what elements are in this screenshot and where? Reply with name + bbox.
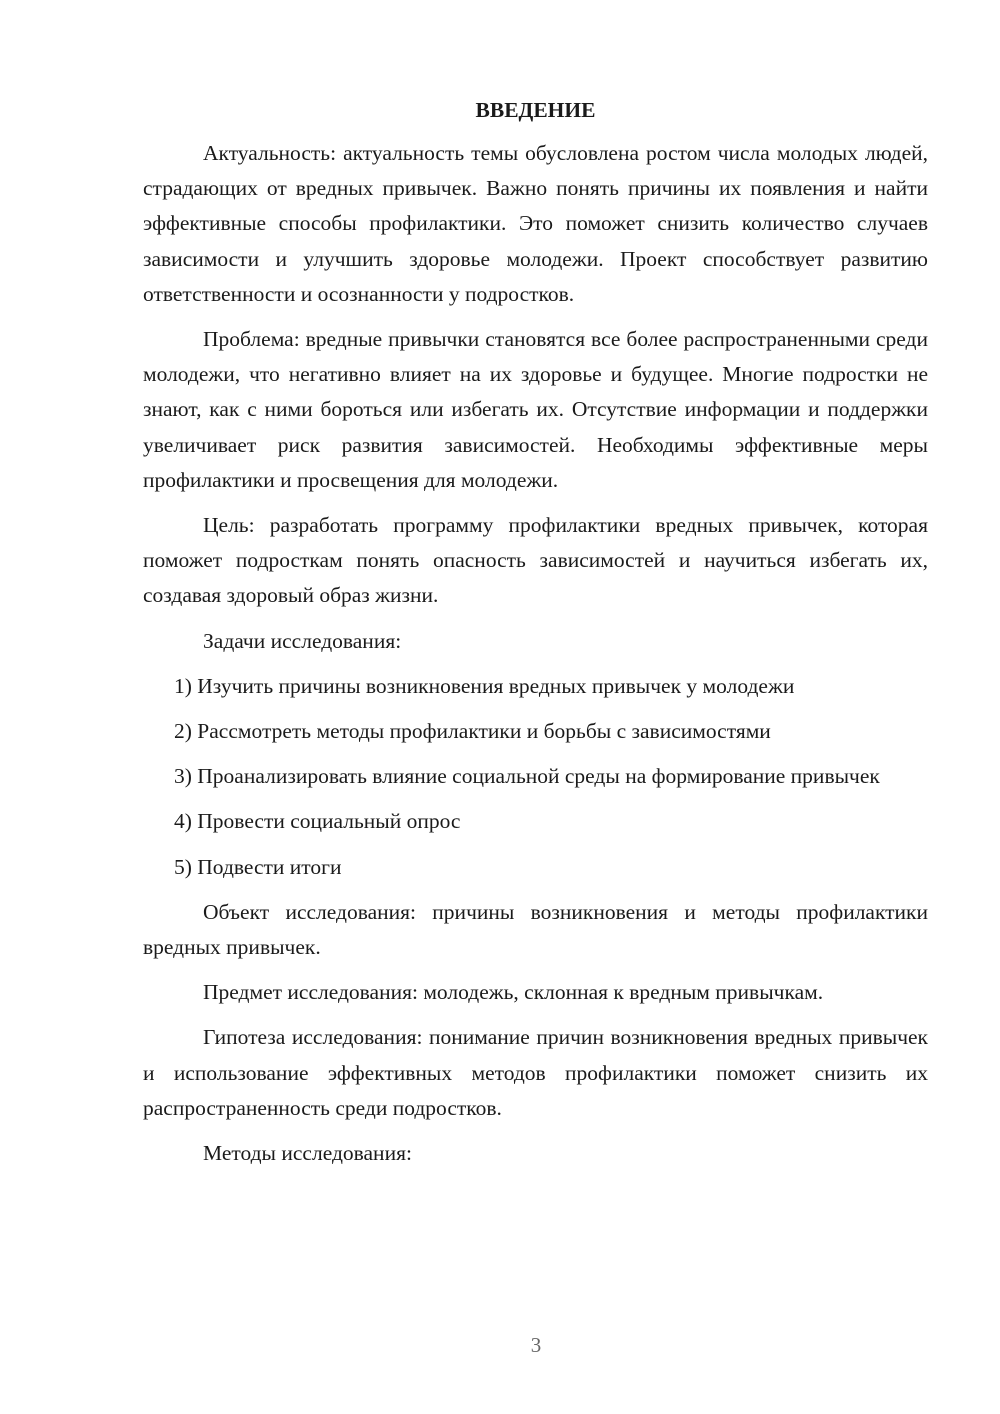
section-heading: ВВЕДЕНИЕ: [475, 98, 596, 122]
object-paragraph: Объект исследования: причины возникновения и методы профилактики вредных привычек.: [143, 899, 928, 960]
methods-title: Методы исследования:: [203, 1141, 412, 1166]
document-page: [143, 92, 928, 1181]
task-item-2: 2) Рассмотреть методы профилактики и борьбы с зависимостями: [174, 719, 771, 744]
hypothesis-paragraph: Гипотеза исследования: понимание причин возникновения вредных привычек и использование эффективных методов профилактики поможет снизить их распространенность среди подростков.: [143, 1025, 928, 1120]
problem-paragraph: Проблема: вредные привычки становятся все более распространенными среди молодежи, что негативно влияет на их здоровье и будущее. Многие подростки не знают, как с ними бороться или избегать их. Отсутствие информации и поддержки увеличивает риск развития зависимостей. Необходимы эффективные меры профилактики и просвещения для молодежи.: [143, 327, 928, 492]
goal-paragraph: Цель: разработать программу профилактики вредных привычек, которая поможет подросткам понять опасность зависимостей и научиться избегать их, создавая здоровый образ жизни.: [143, 513, 928, 608]
task-item-3: 3) Проанализировать влияние социальной среды на формирование привычек: [174, 764, 880, 789]
tasks-title: Задачи исследования:: [203, 628, 402, 653]
task-item-4: 4) Провести социальный опрос: [174, 809, 461, 834]
task-item-1: 1) Изучить причины возникновения вредных привычек у молодежи: [174, 673, 795, 698]
page-number: 3: [530, 1333, 542, 1357]
task-item-5: 5) Подвести итоги: [174, 854, 342, 879]
relevance-paragraph: Актуальность: актуальность темы обусловлена ростом числа молодых людей, страдающих от вредных привычек. Важно понять причины их появления и найти эффективные способы профилактики. Это поможет снизить количество случаев зависимости и улучшить здоровье молодежи. Проект способствует развитию ответственности и осознанности у подростков.: [143, 141, 928, 306]
subject-paragraph: Предмет исследования: молодежь, склонная к вредным привычкам.: [203, 980, 824, 1005]
